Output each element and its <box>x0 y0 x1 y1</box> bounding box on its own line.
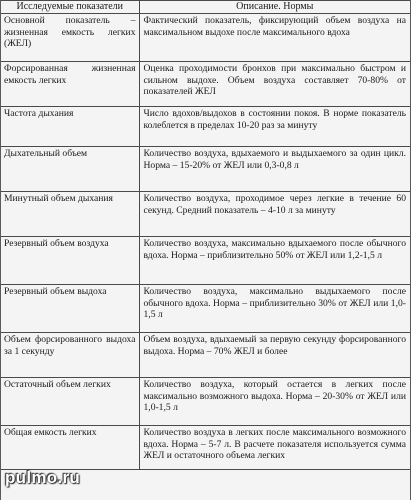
indicator-name: Основной показатель – жизненная емкость легких (ЖЕЛ) <box>1 14 139 62</box>
indicator-description: Количество воздуха, максимально вдыхаемого после обычного вдоха. Норма – приблизительно 50% от ЖЕЛ или 1,2-1,5 л <box>139 237 410 285</box>
indicator-description: Количество воздуха, вдыхаемого и выдыхаемого за один цикл. Норма – 15-20% от ЖЕЛ или 0,3-0,8 л <box>139 147 410 192</box>
indicator-name: Форсированная жизненная емкость легких <box>1 62 139 107</box>
table-row <box>1 107 410 147</box>
table-row <box>1 333 410 378</box>
indicator-description: Количество воздуха в легких после максимального возможного вдоха. Норма – 5-7 л. В расчете показателя используется сумма ЖЕЛ и остаточного объема легких <box>139 426 410 470</box>
table-row <box>1 62 410 107</box>
lung-indicators-table <box>1 0 410 470</box>
table-header-row <box>1 1 410 14</box>
indicator-name: Резервный объем выдоха <box>1 285 139 333</box>
indicator-name: Общая емкость легких <box>1 426 139 470</box>
indicator-name: Остаточный объем легких <box>1 378 139 426</box>
indicator-description: Количество воздуха, проходимое через легкие в течение 60 секунд. Средний показатель – 4-10 л за минуту <box>139 192 410 237</box>
indicator-name: Резервный объем воздуха <box>1 237 139 285</box>
header-indicators: Исследуемые показатели <box>1 1 139 14</box>
table-row <box>1 378 410 426</box>
table-row <box>1 192 410 237</box>
indicator-description: Фактический показатель, фиксирующий объем воздуха на максимальном выдохе после максимального вдоха <box>139 14 410 62</box>
indicator-description: Количество воздуха, максимально выдыхаемого после обычного вдоха. Норма – приблизительно 30% от ЖЕЛ или 1,0-1,5 л <box>139 285 410 333</box>
indicator-name: Частота дыхания <box>1 107 139 147</box>
indicator-name: Минутный объем дыхания <box>1 192 139 237</box>
header-description: Описание. Нормы <box>139 1 410 14</box>
site-watermark: pulmo.ru <box>5 468 81 487</box>
table-row <box>1 147 410 192</box>
table-row <box>1 426 410 470</box>
indicator-name: Объем форсированного выдоха за 1 секунду <box>1 333 139 378</box>
indicator-description: Количество воздуха, который остается в легких после максимально возможного выдоха. Норма – 20-30% от ЖЕЛ или 1,0-1,5 л <box>139 378 410 426</box>
table-row <box>1 14 410 62</box>
indicator-description: Число вдохов/выдохов в состоянии покоя. В норме показатель колеблется в пределах 10-20 раз за минуту <box>139 107 410 147</box>
table-row <box>1 285 410 333</box>
table-row <box>1 237 410 285</box>
indicator-name: Дыхательный объем <box>1 147 139 192</box>
indicator-description: Оценка проходимости бронхов при максимально быстром и сильном выдохе. Объем воздуха составляет 70-80% от показателей ЖЕЛ <box>139 62 410 107</box>
indicator-description: Объем воздуха, вдыхаемый за первую секунду форсированного выдоха. Норма – 70% ЖЕЛ и более <box>139 333 410 378</box>
